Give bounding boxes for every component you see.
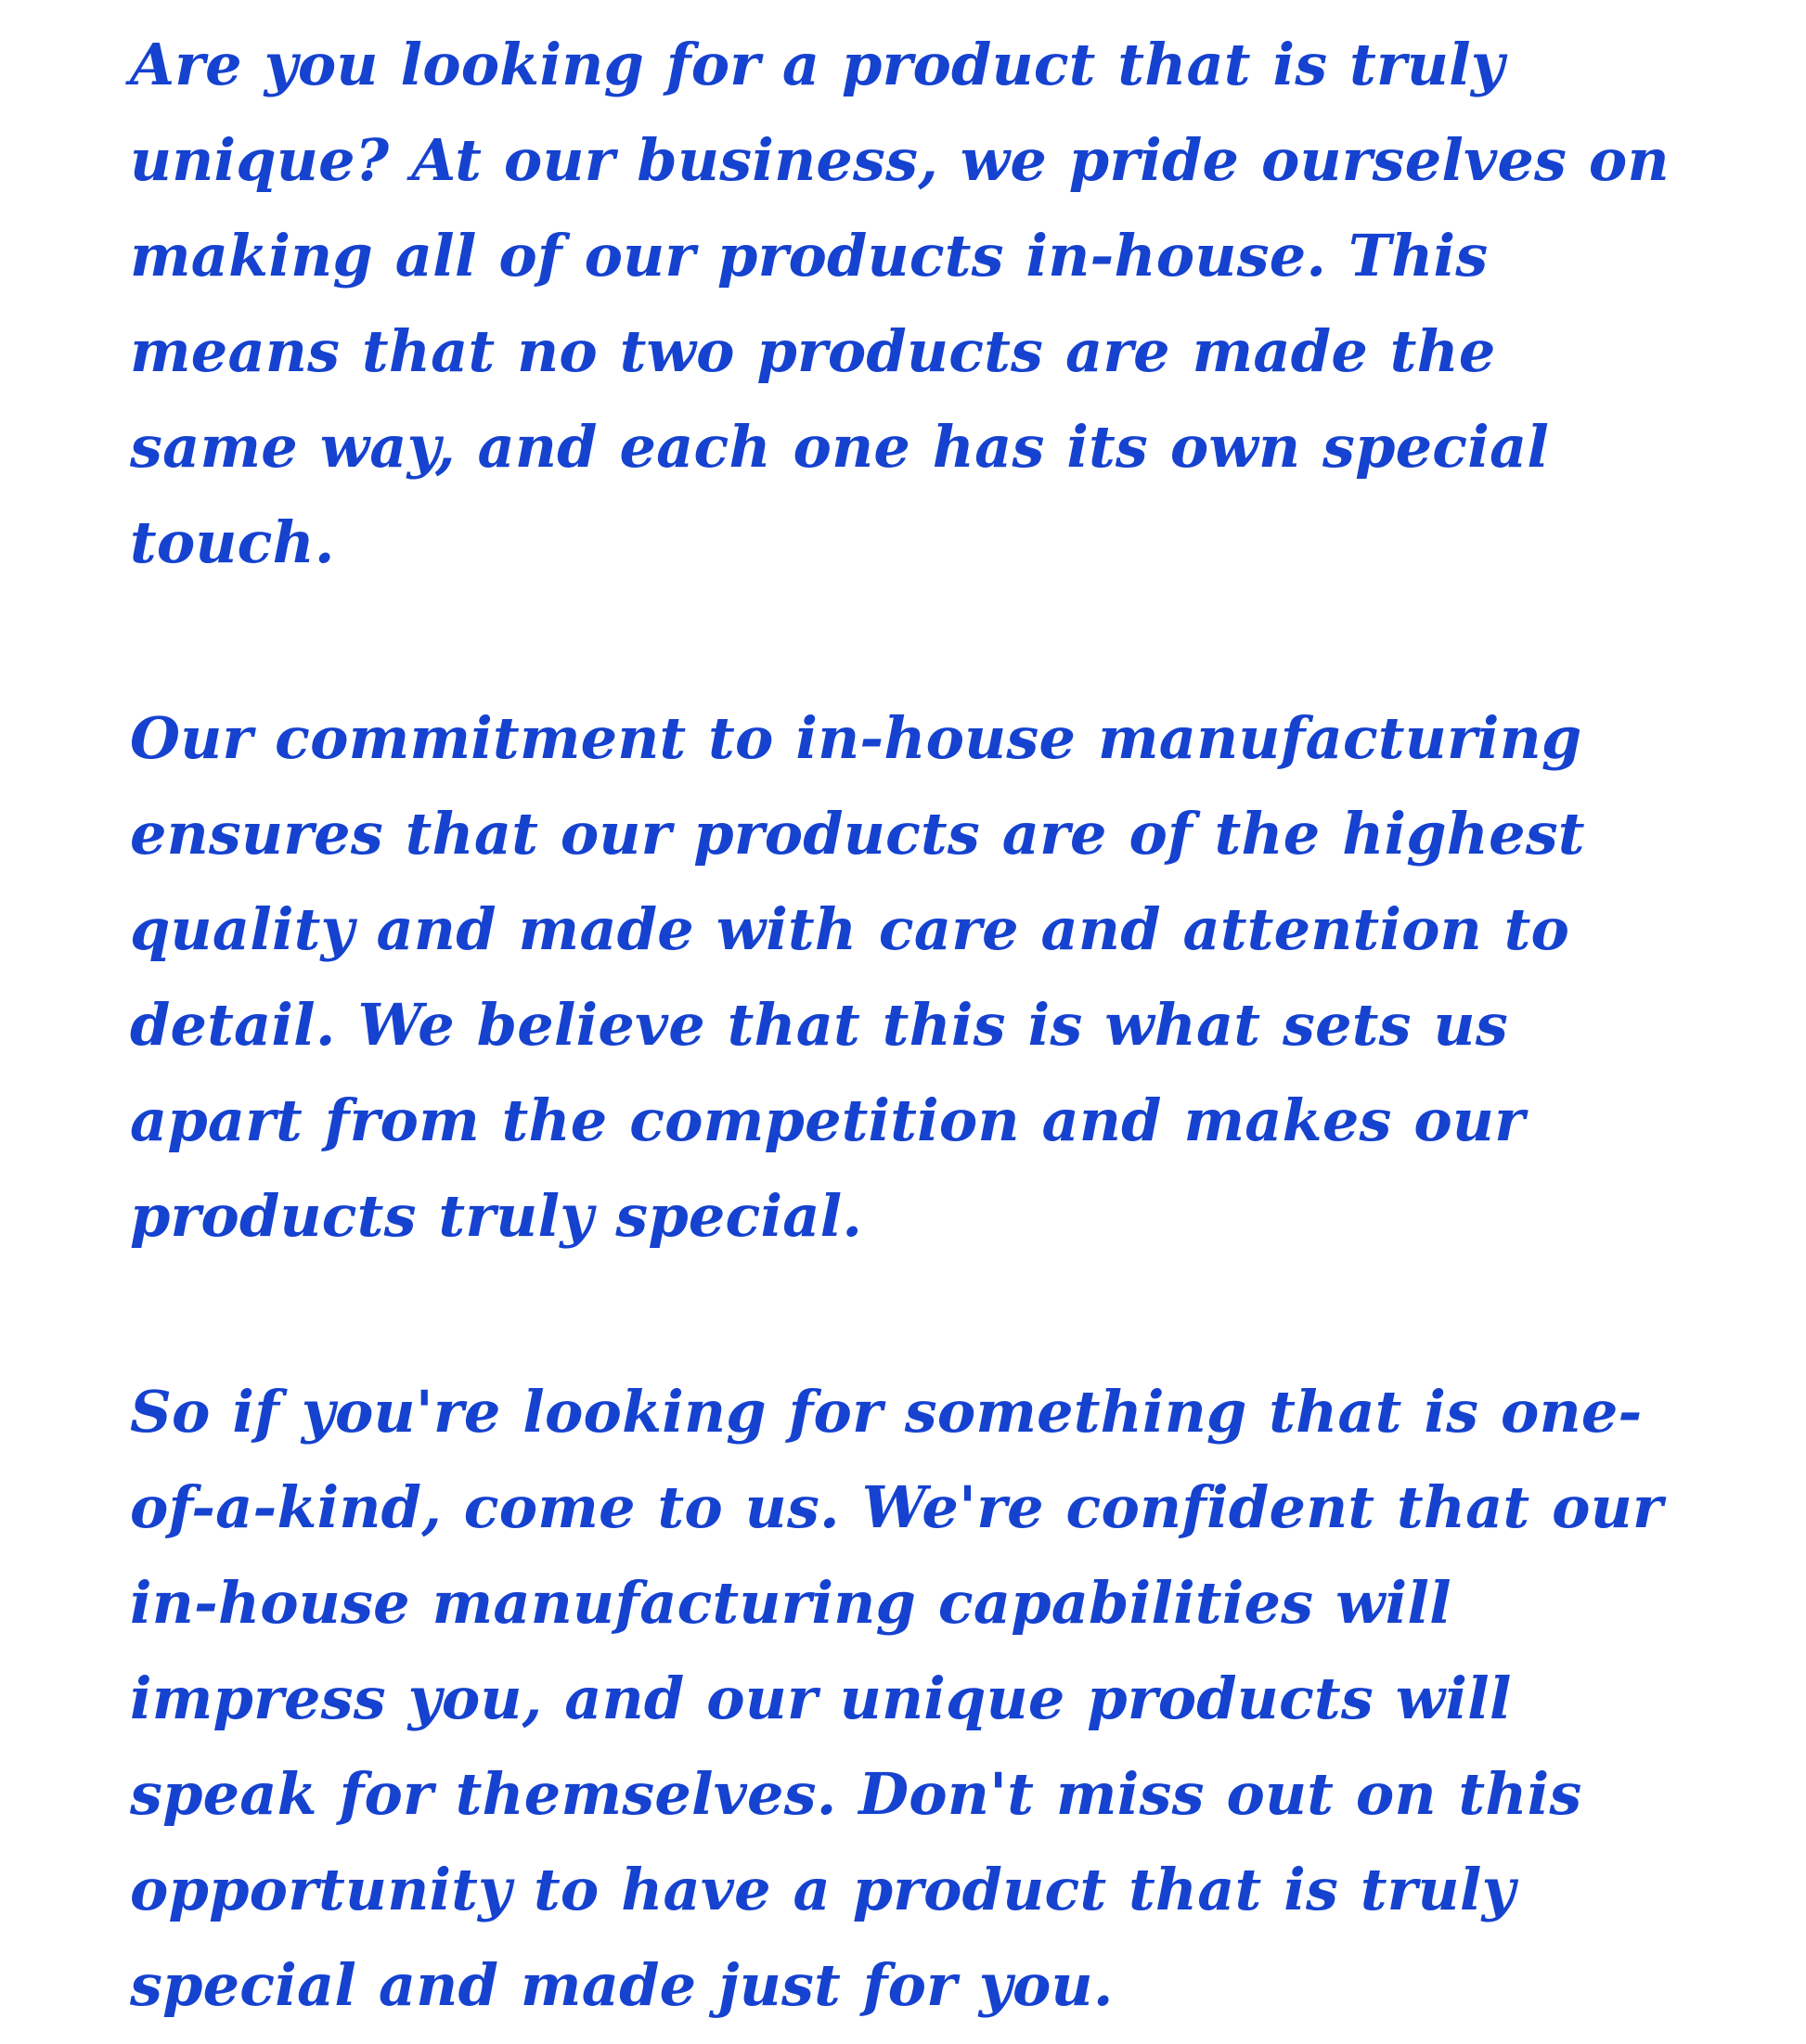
marketing-copy-article <box>130 17 1713 2033</box>
paragraph-1: Are you looking for a product that is truly unique? At our business, we pride ourselves on making all of our products in-house. This means that no two products are made the same way, and each one has its own special touch. <box>130 31 1670 576</box>
paragraph-2: Our commitment to in-house manufacturing ensures that our products are of the highest quality and made with care and attention to detail. We believe that this is what sets us apart from the competition and makes our products truly special. <box>130 704 1585 1250</box>
paragraph-3: So if you're looking for something that is one-of-a-kind, come to us. We're confident that our in-house manufacturing capabilities will impress you, and our unique products will speak for themselves. Don't miss out on this opportunity to have a product that is truly special and made just for you. <box>130 1378 1663 2019</box>
